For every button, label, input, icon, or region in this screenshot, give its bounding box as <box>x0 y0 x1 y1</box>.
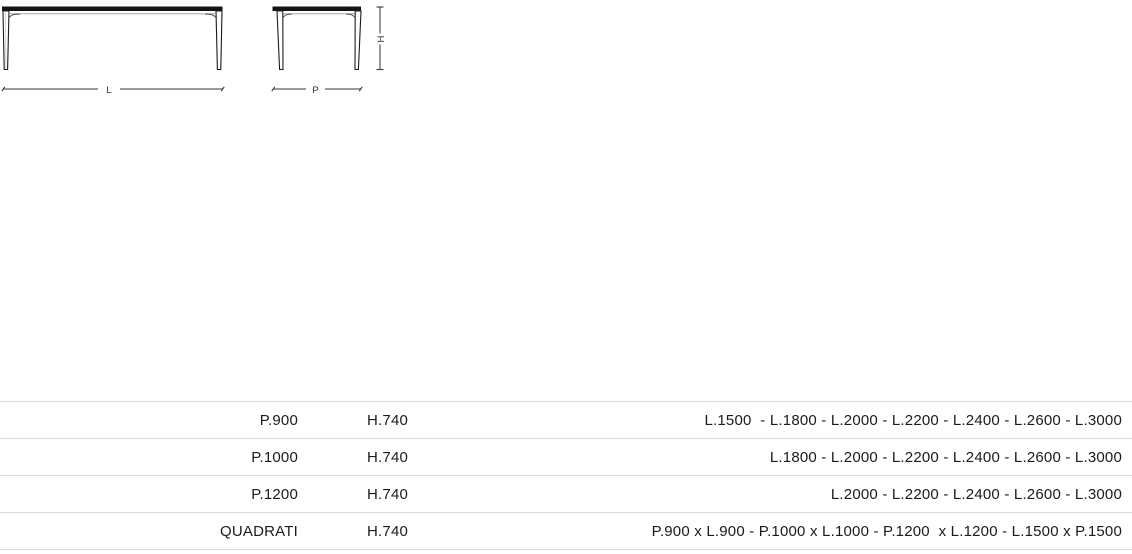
side-tabletop <box>273 7 362 12</box>
dimension-line-H <box>375 7 386 70</box>
table-dimension-drawing <box>0 0 400 105</box>
depth-cell: QUADRATI <box>220 522 298 540</box>
lengths-cell: L.2000 - L.2200 - L.2400 - L.2600 - L.3000 <box>830 485 1122 503</box>
side-right-leg <box>355 11 361 70</box>
side-right-bracket <box>346 14 355 18</box>
front-left-bracket <box>10 14 21 18</box>
spec-row-p1000 <box>0 438 1132 475</box>
dim-label-P: P <box>312 84 319 96</box>
spec-row-p1200 <box>0 475 1132 512</box>
side-left-leg <box>277 11 283 70</box>
technical-drawing <box>0 0 400 105</box>
lengths-cell: P.900 x L.900 - P.1000 x L.1000 - P.1200 x L.1200 - L.1500 x P.1500 <box>651 522 1122 540</box>
dimension-line-P <box>272 85 362 96</box>
depth-cell: P.1200 <box>251 485 298 503</box>
front-tabletop <box>2 7 223 12</box>
height-cell: H.740 <box>367 448 409 466</box>
lengths-cell: L.1500 - L.1800 - L.2000 - L.2200 - L.2400 - L.2600 - L.3000 <box>704 411 1122 429</box>
dimension-line-L <box>2 85 224 96</box>
depth-cell: P.900 <box>259 411 298 429</box>
spec-row-p900 <box>0 401 1132 438</box>
dim-label-H: H <box>374 35 386 43</box>
table-front-view <box>2 7 223 70</box>
height-cell: H.740 <box>367 522 409 540</box>
front-right-bracket <box>205 14 216 18</box>
depth-cell: P.1000 <box>251 448 298 466</box>
height-cell: H.740 <box>367 485 409 503</box>
front-right-leg <box>216 11 222 70</box>
table-side-view <box>273 7 362 70</box>
side-left-bracket <box>283 14 292 18</box>
dimension-spec-table <box>0 401 1132 550</box>
lengths-cell: L.1800 - L.2000 - L.2200 - L.2400 - L.2600 - L.3000 <box>769 448 1122 466</box>
height-cell: H.740 <box>367 411 409 429</box>
spec-row-quadrati <box>0 512 1132 549</box>
dim-label-L: L <box>106 84 112 96</box>
